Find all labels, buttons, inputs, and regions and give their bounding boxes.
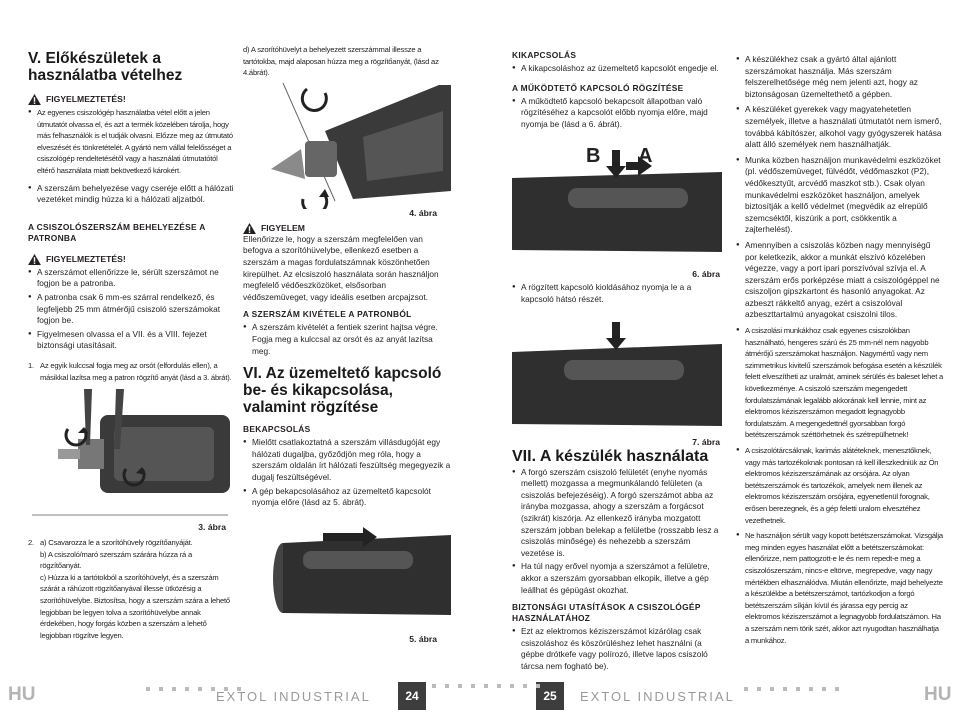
figure-5 [243,513,451,645]
step-text: a) Csavarozza le a szorítóhüvely rögzítőanyáját. [40,538,193,548]
caution-text: Ellenőrizze le, hogy a szerszám megfelelően van befogva a szorítóhüvelybe, ellenkező esetben a szerszám a magas fordulatszámnak köszönhetően kirepülhet. Az elcsiszoló használata során használjon megfelelő védőeszközöket, elsősorban védőszemüveget, vagy ideális esetben arcpajzsot. [243,233,439,302]
step-number: 2. [28,538,34,548]
removal-list [243,322,451,357]
list-item: ● A szerszámot ellenőrizze le, sérült szerszámot ne fogjon be a patronba. [28,267,234,290]
use-list [512,467,722,597]
list-item: ● A készüléket gyerekek vagy magyatehetetlen személyek, illetve a használati útmutatót nem ismerő, továbbá kábítószer, alkohol vagy gyógyszerek hatása alatt álló személyek nem használhatják. [736,104,944,150]
figure-6-label-a: A [638,145,653,168]
list-item: ● A szerszám behelyezése vagy cseréje előtt a hálózati vezetéket mindig húzza ki a hálózati aljzatból. [28,183,234,206]
subsection-title-off: KIKAPCSOLÁS [512,50,577,60]
list-item: ● A szerszám kivételét a fentiek szerint hajtsa végre. Fogja meg a kulccsal az orsót és az anyát lazítsa meg. [243,322,451,357]
section-title-6: VI. Az üzemeltető kapcsoló be- és kikapcsolása, valamint rögzítése [243,365,442,417]
figure-7-caption: 7. ábra [692,436,720,447]
warning-triangle-icon [28,94,41,105]
page-number-right: 25 [536,682,564,710]
section-title-7: VII. A készülék használata [512,447,709,465]
list-item: ● Az egyenes csiszológép használatba vétel előtt a jelen útmutatót olvassa el, és azt a termék közelében tárolja, hogy más felhasználók is el tudják olvasni. Előzze meg az útmutató elveszését és tönkretételét. A gyártó nem vállal felelősséget a csiszológép rendeltetésétől vagy a használati útmutatótól eltérő használata miatt bekövetkező károkért. [28,107,234,177]
figure-3-illustration [28,387,234,527]
step-2a [28,537,234,549]
list-item: ● A kikapcsoláshoz az üzemeltető kapcsolót engedje el. [512,63,722,75]
warning-triangle-icon [243,223,256,234]
warning-heading-1 [28,94,234,105]
subsection-title-removal: A SZERSZÁM KIVÉTELE A PATRONBÓL [243,309,412,320]
list-item: ● A készülékhez csak a gyártó által ajánlott szerszámokat használja. Más szerszám felszerelhetősége még nem jelenti azt, hogy az biztonságosan üzemeltethető a gépben. [736,54,944,100]
section-title-5: V. Előkészületek a használatba vételhez [28,50,183,84]
list-item: ● Munka közben használjon munkavédelmi eszközöket (pl. védőszemüveget, fülvédőt, védőmaszkot (P2), védőkesztyűt, arcvédő maszkot stb.). Csak olyan munkavédelmi eszközöket használjon, amelyek biztosítják a kellő védelmet (megvédik az elrepülő szemcséktől, kiszúrik a port, csökkentik a zajterhelést). [736,155,944,236]
figure-3-caption: 3. ábra [198,522,226,533]
subsection-title-lock: A MŰKÖDTETŐ KAPCSOLÓ RÖGZÍTÉSE [512,82,684,93]
figure-4-caption: 4. ábra [409,207,437,218]
list-item: ● Amennyiben a csiszolás közben nagy mennyiségű por keletkezik, akkor a munkát elszívó közelében végezze, vagy a port ipari porszívóval szívja el. A szerszám erős porképzése miatt a csiszológéppel ne csiszoljon gipszkartont és hasonló anyagokat. Az azbeszt rákkeltő anyag, ezért a csiszolóval azbeszttartalmú anyagokat csiszolni tilos. [736,240,944,321]
step-1 [28,360,234,383]
figure-7 [512,308,722,448]
right-column-1 [512,44,722,672]
step-number: 1. [28,360,34,370]
warning-triangle-icon [28,254,41,265]
list-item: ● A működtető kapcsoló bekapcsolt állapotban való rögzítéséhez a kapcsolót előbb nyomja előre, majd nyomja be (lásd a 6. ábrát). [512,96,722,131]
list-item: ● Mielőtt csatlakoztatná a szerszám villásdugóját egy hálózati dugaljba, győződjön meg róla, hogy a szerszám oldalán írt hálózati feszültség megegyezik a dugalj feszültségével. [243,437,451,483]
lock-list [512,96,722,131]
warning-label: FIGYELMEZTETÉS! [46,94,126,104]
list-item: ● A patronba csak 6 mm-es szárral rendelkező, és legfeljebb 25 mm átmérőjű csiszoló szerszámokat fogjon be. [28,292,234,327]
brand-left: EXTOL INDUSTRIAL [216,689,371,704]
safety-continued-list [736,54,944,646]
figure-6-label-b: B [586,145,601,168]
figure-5-caption: 5. ábra [409,633,437,644]
list-item: ● A csiszolási munkákhoz csak egyenes csiszolókban használható, hengeres szárú és 25 mm-nél nem nagyobb átmérőjű szerszámokat használjon. Nagymértű vagy nem szimmetrikus kivitelű szerszámok befogása esetén a készülék felett elveszítheti az uralmát, aminek sérülés és baleset lehet a következménye. A csiszoló szerszám megengedett fordulatszámának legalább akkorának kell lennie, mint az elektromos kéziszerszámon megadott legnagyobb fordulatszám. A megengedettnél gyorsabban forgó betétszerszámok széttörhetnek és szétrepülhetnek! [736,325,944,441]
off-list [512,63,722,75]
figure-6-illustration [512,132,722,270]
caution-label: FIGYELEM [261,222,305,233]
left-column-1 [28,50,234,641]
language-code-right: HU [924,684,952,705]
list-item: ● Ha túl nagy erővel nyomja a szerszámot a felületre, akkor a szerszám gyorsabban elkopik, illetve a gép leállhat és gépügást okozhat. [512,561,722,596]
subsection-title-on: BEKAPCSOLÁS [243,424,311,435]
figure-6 [512,132,722,280]
brand-right: EXTOL INDUSTRIAL [580,689,735,704]
on-list [243,437,451,509]
left-column-2 [243,44,451,645]
list-item: ● A forgó szerszám csiszoló felületét (enyhe nyomás mellett) mozgassa a megmunkálandó felületen (a csiszolás befejezéséig). A forgó szerszámot abba az irányba mozgassa, ahogy a szerszám a forgácsot (szikrát) kiszórja. Az ellenkező irányba mozgatott szerszám jobban belekap a felületbe (rosszabb lesz a csiszolás minősége) és nehezebb a szerszám vezetése is. [512,467,722,560]
warning-heading-2 [28,254,234,265]
warning2-list [28,267,234,352]
step-text: Az egyik kulccsal fogja meg az orsót (elfordulás ellen), a másikkal lazítsa meg a patron rögzítő anyát (lásd a 3. ábrát). [40,360,232,382]
step-2c: c) Húzza ki a tartótokból a szorítóhüvelyt, és a szerszám szárát a ráhúzott rögzítőanyával illesse ütközésig a szorítóhüvelybe. Biztosítsa, hogy a szerszám szára a lehető legjobban be legyen tolva a szorítóhüvelybe annak érdekében, hogy forgás közben a szerszám a lehető legjobban rögzítve legyen. [40,572,230,640]
footer-dots-right [744,687,839,691]
list-item: ● A gép bekapcsolásához az üzemeltető kapcsolót nyomja előre (lásd az 5. ábrát). [243,486,451,509]
safety-list [512,626,722,672]
list-item: ● A csiszolótárcsáknak, karimás alátéteknek, menesztőknek, vagy más tartozékoknak pontosan rá kell illeszkedniük az Ön elektromos kéziszerszámának az orsójára. Az olyan betétszerszámok és tartozékok, amelyek nem illenek az elektromos kéziszerszám orsójára, egyenetlenül forognak, erősen berezegnek, és a gép feletti uralom elvesztéhez vezethetnek. [736,445,944,526]
step-2d: d) A szorítóhüvelyt a behelyezett szerszámmal illessze a tartótokba, majd alaposan húzza meg a rögzítőanyát, (lásd az 4.ábrát). [243,45,439,78]
figure-3 [28,387,234,537]
list-item: ● A rögzített kapcsoló kioldásához nyomja le a a kapcsoló hátsó részét. [512,282,722,305]
figure-5-illustration [243,513,451,633]
footer-dots-center-left [432,684,540,688]
caution-heading [243,223,451,234]
figure-7-illustration [512,308,722,436]
figure-4 [243,81,451,219]
list-item: ● Ne használjon sérült vagy kopott betétszerszámokat. Vizsgálja meg minden egyes használat előtt a betétszerszámokat: ellenőrizze, nem pattogzott-e le és nem repedt-e meg a csiszolószerszám, nincs-e eltörve, megrepedve, vagy nagy mértékben elhasználódva. Miután ellenőrizte, majd behelyezte a készülékbe a betétszerszámot, tartózkodjon a forgó betétszerszám síkján kívül és járassa egy percig az elektromos kéziszerszámot a legnagyobb fordulatszámon. Ha a szerszám nem törik szét, akkor azt nyugodtan használhatja a munkához. [736,530,944,646]
page-number-left: 24 [398,682,426,710]
unlock-list [512,282,722,305]
subsection-title-safety: BIZTONSÁGI UTASÍTÁSOK A CSISZOLÓGÉP HASZNÁLATÁHOZ [512,602,701,624]
list-item: ● Ezt az elektromos kéziszerszámot kizárólag csak csiszoláshoz és köszörüléshez lehet használni (a gépbe drótkefe vagy polírozó, illetve lapos csiszoló tárcsa nem fogható be). [512,626,722,672]
list-item: ● Figyelmesen olvassa el a VII. és a VIII. fejezet biztonsági utasításait. [28,329,234,352]
subsection-title-insert-tool: A CSISZOLÓSZERSZÁM BEHELYEZÉSE A PATRONBA [28,221,206,243]
step-2b: b) A csiszoló/maró szerszám szárára húzza rá a rögzítőanyát. [40,549,193,571]
warning-label: FIGYELMEZTETÉS! [46,253,126,264]
language-code-left: HU [8,684,36,705]
right-column-2 [736,52,944,646]
figure-4-illustration [243,81,451,209]
figure-6-caption: 6. ábra [692,269,720,280]
warning1-list [28,107,234,206]
